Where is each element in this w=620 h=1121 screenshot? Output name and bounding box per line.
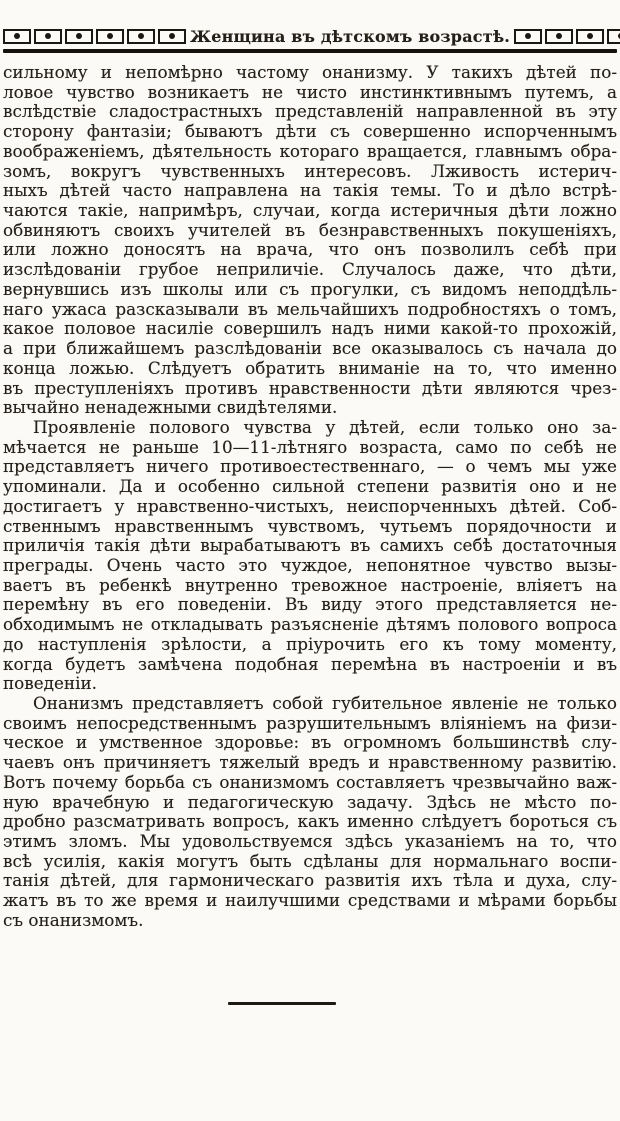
ornament-dot-icon bbox=[138, 33, 144, 39]
text-line: Проявленіе полового чувства у дѣтей, если только оно за- bbox=[33, 416, 617, 437]
text-line: какое половое насиліе совершилъ надъ ними какой-то прохожій, bbox=[3, 318, 617, 339]
ornament-box-icon bbox=[96, 29, 124, 44]
text-line: въ преступленіяхъ противъ нравственности дѣти являются чрез- bbox=[3, 377, 617, 398]
ornament-box-icon bbox=[34, 29, 62, 44]
paragraph bbox=[3, 63, 617, 418]
ornament-box-icon bbox=[576, 29, 604, 44]
text-line: сильному и непомѣрно частому онанизму. У такихъ дѣтей по- bbox=[3, 62, 617, 82]
text-line: представляетъ ничего противоестественнаго, — о чемъ мы уже bbox=[3, 456, 617, 477]
header-ornaments-left bbox=[3, 29, 186, 44]
ornament-dot-icon bbox=[587, 33, 593, 39]
text-line: своимъ непосредственнымъ разрушительнымъ вліяніемъ на физи- bbox=[3, 712, 617, 733]
text-line: этимъ зломъ. Мы удовольствуемся здѣсь указаніемъ на то, что bbox=[3, 831, 617, 852]
text-line: съ онанизмомъ. bbox=[3, 909, 144, 930]
text-line: всѣ усилія, какія могутъ быть сдѣланы для нормальнаго воспи- bbox=[3, 850, 617, 871]
text-line: ную врачебную и педагогическую задачу. Здѣсь не мѣсто по- bbox=[3, 791, 617, 812]
ornament-dot-icon bbox=[169, 33, 175, 39]
header-rule bbox=[3, 49, 617, 53]
text-line: Вотъ почему борьба съ онанизмомъ составляетъ чрезвычайно важ- bbox=[3, 771, 617, 792]
text-line: перемѣну въ его поведеніи. Въ виду этого представляется не- bbox=[3, 594, 617, 615]
ornament-box-icon bbox=[3, 29, 31, 44]
text-line: достигаетъ у нравственно-чистыхъ, неиспорченныхъ дѣтей. Соб- bbox=[3, 495, 617, 516]
ornament-box-icon bbox=[514, 29, 542, 44]
ornament-dot-icon bbox=[525, 33, 531, 39]
text-line: воображеніемъ, дѣятельность котораго вращается, главнымъ обра- bbox=[3, 140, 617, 161]
text-line: когда будетъ замѣчена подобная перемѣна въ настроеніи и въ bbox=[3, 653, 617, 674]
header-title: Женщина въ дѣтскомъ возрастѣ. bbox=[190, 26, 511, 46]
text-line: чаются такіе, напримѣръ, случаи, когда истеричныя дѣти ложно bbox=[3, 200, 617, 221]
paragraph bbox=[3, 694, 617, 931]
ornament-box-icon bbox=[65, 29, 93, 44]
ornament-box-icon bbox=[158, 29, 186, 44]
text-line: или ложно доносятъ на врача, что онъ позволилъ себѣ при bbox=[3, 239, 617, 260]
text-line: приличія такія дѣти вырабатываютъ въ самихъ себѣ достаточныя bbox=[3, 535, 617, 556]
text-line: наго ужаса разсказывали въ мельчайшихъ подробностяхъ о томъ, bbox=[3, 298, 617, 319]
text-line: ловое чувство возникаетъ не чисто инстинктивнымъ путемъ, а bbox=[3, 81, 617, 102]
text-line: поведеніи. bbox=[3, 673, 98, 694]
paragraph bbox=[3, 418, 617, 694]
ornament-dot-icon bbox=[556, 33, 562, 39]
header-ornaments-right bbox=[514, 29, 620, 44]
text-line: танія дѣтей, для гармоническаго развитія ихъ тѣла и духа, слу- bbox=[3, 870, 617, 891]
text-line: вернувшись изъ школы или съ прогулки, съ видомъ неподдѣль- bbox=[3, 278, 617, 299]
text-line: ныхъ дѣтей часто направлена на такія темы. То и дѣло встрѣ- bbox=[3, 180, 617, 201]
text-line: изслѣдованіи грубое неприличіе. Случалось даже, что дѣти, bbox=[3, 259, 617, 280]
text-line: зомъ, вокругъ чувственныхъ интересовъ. Лживость истерич- bbox=[3, 160, 617, 181]
text-line: упоминали. Да и особенно сильной степени развитія оно и не bbox=[3, 476, 617, 497]
text-line: вслѣдствіе сладострастныхъ представленій направленной въ эту bbox=[3, 101, 617, 122]
text-line: конца ложью. Слѣдуетъ обратить вниманіе на то, что именно bbox=[3, 357, 617, 378]
text-line: дробно разсматривать вопросъ, какъ именно слѣдуетъ бороться съ bbox=[3, 811, 617, 832]
text-line: мѣчается не раньше 10—11-лѣтняго возраста, само по себѣ не bbox=[3, 436, 617, 457]
text-line: вычайно ненадежными свидѣтелями. bbox=[3, 397, 338, 418]
text-line: обвиняютъ своихъ учителей въ безнравственныхъ покушеніяхъ, bbox=[3, 219, 617, 240]
text-line: обходимымъ не откладывать разъясненіе дѣтямъ полового вопроса bbox=[3, 614, 617, 635]
text-line: чаевъ онъ причиняетъ тяжелый вредъ и нравственному развитію. bbox=[3, 752, 617, 773]
end-divider bbox=[228, 1002, 336, 1005]
text-line: а при ближайшемъ разслѣдованіи все оказывалось съ начала до bbox=[3, 338, 617, 359]
text-line: сторону фантазіи; бываютъ дѣти съ совершенно испорченнымъ bbox=[3, 121, 617, 142]
ornament-box-icon bbox=[545, 29, 573, 44]
ornament-dot-icon bbox=[14, 33, 20, 39]
text-line: ваетъ въ ребенкѣ внутренно тревожное настроеніе, вліяетъ на bbox=[3, 574, 617, 595]
text-line: жатъ въ то же время и наилучшими средствами и мѣрами борьбы bbox=[3, 890, 617, 911]
text-line: до наступленія зрѣлости, а пріурочить его къ тому моменту, bbox=[3, 633, 617, 654]
ornament-dot-icon bbox=[76, 33, 82, 39]
ornament-box-icon bbox=[607, 29, 620, 44]
ornament-dot-icon bbox=[107, 33, 113, 39]
text-line: ственнымъ нравственнымъ чувствомъ, чутьемъ порядочности и bbox=[3, 515, 617, 536]
text-line: ческое и умственное здоровье: въ огромномъ большинствѣ слу- bbox=[3, 732, 617, 753]
text-line: преграды. Очень часто это чуждое, непонятное чувство вызы- bbox=[3, 554, 617, 575]
page-text bbox=[3, 63, 617, 931]
ornament-dot-icon bbox=[45, 33, 51, 39]
text-line: Онанизмъ представляетъ собой губительное явленіе не только bbox=[33, 693, 617, 713]
ornament-box-icon bbox=[127, 29, 155, 44]
running-header bbox=[3, 26, 617, 46]
